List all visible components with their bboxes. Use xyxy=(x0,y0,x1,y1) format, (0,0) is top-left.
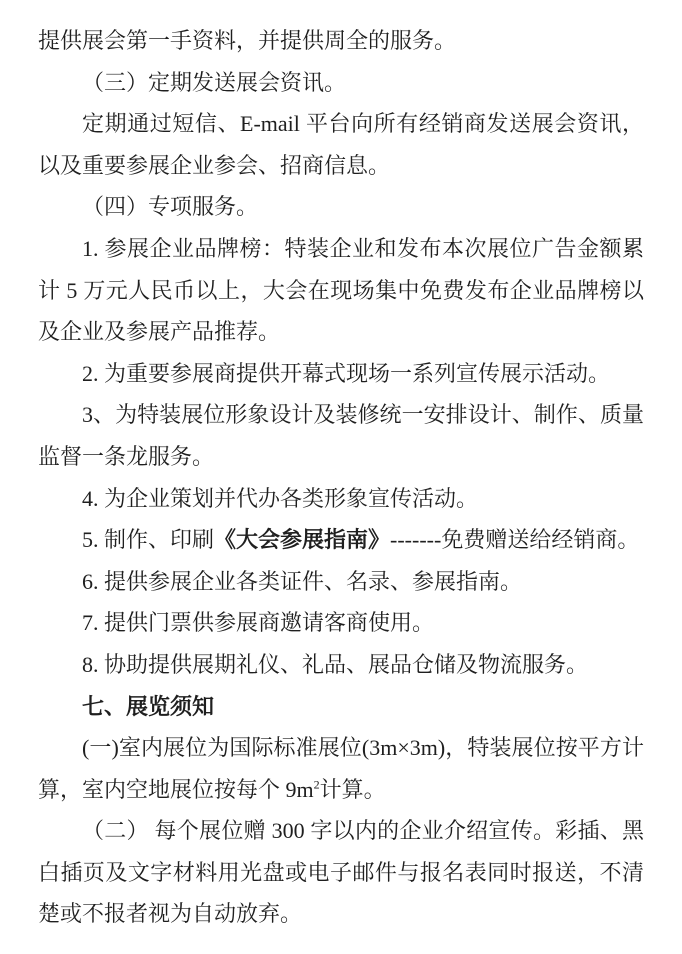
text-run: 定期通过短信、E-mail 平台向所有经销商发送展会资讯，以及重要参展企业参会、招商信息。 xyxy=(38,111,644,178)
paragraph-item-3-heading xyxy=(38,62,644,104)
paragraph-list-item-2 xyxy=(38,353,644,395)
superscript-square-meter: 2 xyxy=(313,777,320,792)
paragraph-list-item-6 xyxy=(38,561,644,603)
paragraph-list-item-7 xyxy=(38,602,644,644)
text-run: 5. 制作、印刷 xyxy=(82,527,215,553)
section-7-heading xyxy=(38,686,644,728)
book-title-bold-run: 《大会参展指南》 xyxy=(214,527,391,553)
text-run: 4. 为企业策划并代办各类形象宣传活动。 xyxy=(82,485,479,511)
text-run: 3、为特装展位形象设计及装修统一安排设计、制作、质量监督一条龙服务。 xyxy=(38,402,644,469)
text-run: 6. 提供参展企业各类证件、名录、参展指南。 xyxy=(82,568,523,594)
paragraph-notice-item-2 xyxy=(38,810,644,935)
text-run: -------免费赠送给经销商。 xyxy=(390,527,640,553)
paragraph-continuation xyxy=(38,20,644,62)
paragraph-notice-item-1 xyxy=(38,727,644,810)
paragraph-list-item-5 xyxy=(38,519,644,561)
paragraph-list-item-3 xyxy=(38,394,644,477)
text-run: （二） 每个展位赠 300 字以内的企业介绍宣传。彩插、黑白插页及文字材料用光盘或电子邮件与报名表同时报送，不清楚或不报者视为自动放弃。 xyxy=(38,818,644,927)
paragraph-list-item-4 xyxy=(38,478,644,520)
text-run: （四）专项服务。 xyxy=(82,194,259,220)
text-run: 8. 协助提供展期礼仪、礼品、展品仓储及物流服务。 xyxy=(82,651,589,677)
paragraph-item-3-body xyxy=(38,103,644,186)
paragraph-list-item-1 xyxy=(38,228,644,353)
text-run: 计算。 xyxy=(319,776,386,802)
text-run: 7. 提供门票供参展商邀请客商使用。 xyxy=(82,610,435,636)
text-run: 2. 为重要参展商提供开幕式现场一系列宣传展示活动。 xyxy=(82,360,611,386)
paragraph-list-item-8 xyxy=(38,644,644,686)
paragraph-item-4-heading xyxy=(38,186,644,228)
text-run: 提供展会第一手资料，并提供周全的服务。 xyxy=(38,28,457,53)
heading-text-run: 七、展览须知 xyxy=(82,693,215,719)
text-run: 1. 参展企业品牌榜：特装企业和发布本次展位广告金额累计 5 万元人民币以上，大会在现场集中免费发布企业品牌榜以及企业及参展产品推荐。 xyxy=(38,235,644,345)
text-run: (一)室内展位为国际标准展位(3m×3m)，特装展位按平方计算，室内空地展位按每个 9m xyxy=(38,735,644,802)
text-run: （三）定期发送展会资讯。 xyxy=(82,69,347,95)
